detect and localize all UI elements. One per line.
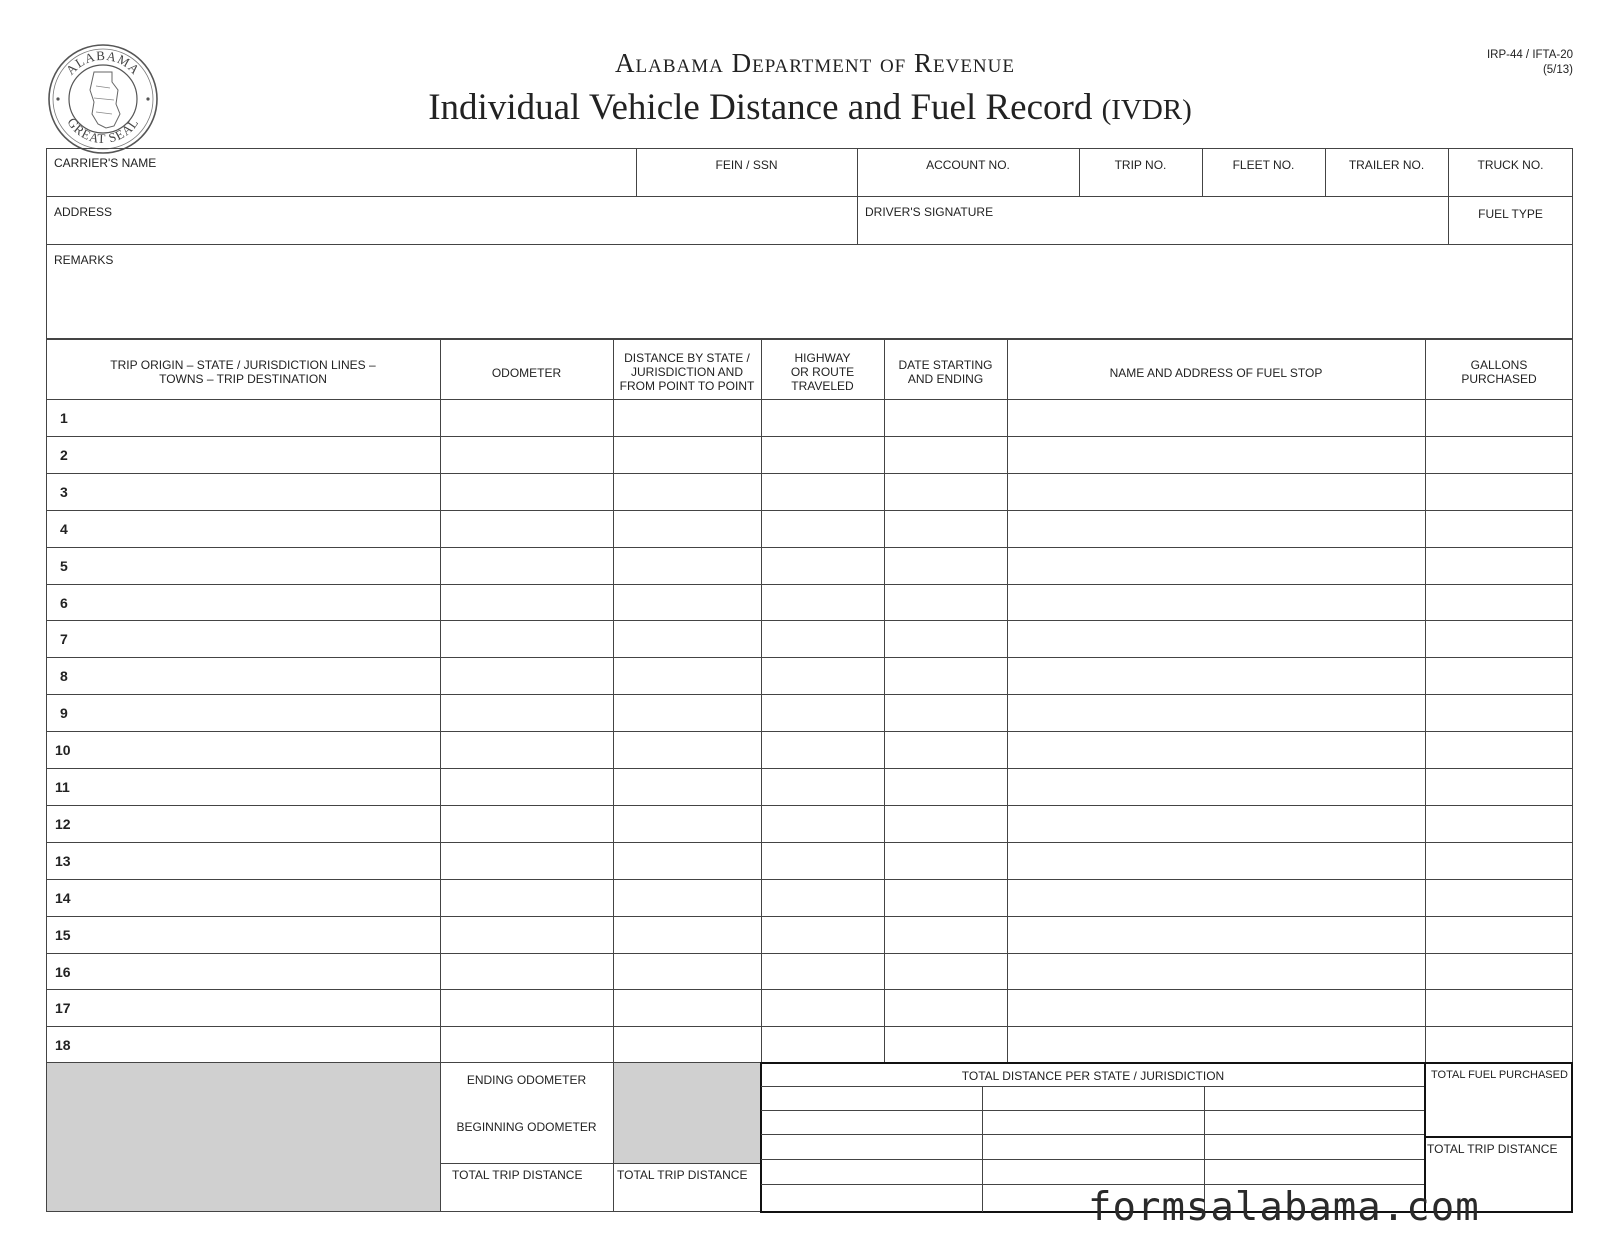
watermark: formsalabama.com — [1088, 1185, 1480, 1230]
fleet-no-label: FLEET NO. — [1232, 158, 1295, 172]
odometer-total-trip-distance-field[interactable] — [442, 1184, 612, 1209]
table-row-divider — [46, 510, 1573, 511]
ending-odometer-field[interactable] — [442, 1090, 612, 1115]
table-row-divider — [46, 953, 1573, 954]
col-distance-line2: JURISDICTION AND — [630, 365, 743, 379]
table-row-divider — [46, 547, 1573, 548]
table-row[interactable] — [48, 512, 1571, 546]
total-fuel-purchased-label: TOTAL FUEL PURCHASED — [1431, 1069, 1568, 1081]
row-number: 16 — [55, 963, 71, 980]
row-number: 1 — [60, 410, 68, 426]
table-row[interactable] — [48, 549, 1571, 583]
truck-no-label: TRUCK NO. — [1477, 158, 1544, 172]
col-trip-origin — [46, 358, 440, 386]
table-row-divider — [46, 399, 1573, 400]
carriers-name-field[interactable] — [48, 170, 634, 195]
remarks-label: REMARKS — [54, 253, 114, 267]
table-row-divider — [46, 916, 1573, 917]
total-trip-distance-right-label: TOTAL TRIP DISTANCE — [1427, 1142, 1558, 1156]
fein-ssn-field[interactable] — [638, 172, 856, 195]
table-row[interactable] — [48, 438, 1571, 472]
trip-no-label: TRIP NO. — [1114, 158, 1167, 172]
row-number: 13 — [55, 852, 71, 869]
seal-text-bottom: GREAT SEAL — [64, 114, 142, 147]
drivers-signature-field[interactable] — [859, 219, 1447, 243]
fleet-no-field[interactable] — [1204, 172, 1324, 195]
table-row[interactable] — [48, 1028, 1571, 1062]
row-number: 15 — [55, 926, 71, 943]
table-row[interactable] — [48, 991, 1571, 1025]
form-number-code: IRP-44 / IFTA-20 — [1486, 49, 1573, 61]
beginning-odometer-field[interactable] — [442, 1136, 612, 1161]
col-date-line2: AND ENDING — [907, 372, 984, 386]
odometer-total-trip-distance-label: TOTAL TRIP DISTANCE — [452, 1168, 583, 1182]
table-row-divider — [46, 805, 1573, 806]
table-row[interactable] — [48, 844, 1571, 878]
row-number: 11 — [55, 779, 70, 795]
alabama-great-seal-icon — [46, 42, 160, 156]
row-number: 8 — [60, 668, 68, 685]
fuel-type-label: FUEL TYPE — [1478, 207, 1543, 221]
col-date-line1: DATE STARTING — [898, 358, 993, 372]
total-distance-per-state-label: TOTAL DISTANCE PER STATE / JURISDICTION — [961, 1069, 1225, 1083]
table-row-divider — [46, 620, 1573, 621]
col-trip-origin-line2: TOWNS – TRIP DESTINATION — [159, 372, 327, 386]
table-row[interactable] — [48, 955, 1571, 989]
table-row[interactable] — [48, 659, 1571, 693]
table-row[interactable] — [48, 622, 1571, 656]
row-number: 5 — [60, 557, 68, 574]
row-number: 17 — [55, 1000, 71, 1017]
table-row[interactable] — [48, 807, 1571, 841]
table-row-divider — [46, 657, 1573, 658]
col-distance-line1: DISTANCE BY STATE / — [624, 351, 750, 365]
fein-ssn-label: FEIN / SSN — [715, 158, 778, 172]
table-row-divider — [46, 473, 1573, 474]
row-number: 9 — [60, 705, 68, 722]
account-no-label: ACCOUNT NO. — [926, 158, 1010, 172]
address-label: ADDRESS — [54, 205, 113, 219]
table-row-divider — [46, 731, 1573, 732]
form-title-text: Individual Vehicle Distance and Fuel Record — [428, 87, 1093, 128]
col-odometer: ODOMETER — [491, 366, 562, 380]
shaded-area-left — [47, 1063, 440, 1211]
form-title-abbr: (IVDR) — [1101, 94, 1192, 126]
row-number: 3 — [60, 483, 68, 500]
table-row-divider — [46, 989, 1573, 990]
row-number: 2 — [60, 446, 68, 463]
col-highway-line2: OR ROUTE — [790, 365, 855, 379]
address-field[interactable] — [48, 219, 855, 243]
col-date — [884, 358, 1007, 386]
row-number: 7 — [60, 631, 68, 648]
distance-total-trip-distance-label: TOTAL TRIP DISTANCE — [617, 1168, 748, 1182]
trailer-no-field[interactable] — [1327, 172, 1447, 195]
distance-total-trip-distance-field[interactable] — [615, 1184, 760, 1209]
agency-name: Alabama Department of Revenue — [615, 48, 1015, 78]
col-distance-line3: FROM POINT TO POINT — [619, 379, 755, 393]
table-row-divider — [46, 768, 1573, 769]
table-row[interactable] — [48, 475, 1571, 509]
beginning-odometer-label: BEGINNING ODOMETER — [456, 1120, 597, 1134]
col-gallons — [1425, 358, 1573, 386]
total-fuel-purchased-field[interactable] — [1427, 1084, 1571, 1134]
col-highway-line1: HIGHWAY — [794, 351, 851, 365]
table-row[interactable] — [48, 696, 1571, 730]
ending-odometer-label: ENDING ODOMETER — [466, 1073, 587, 1087]
table-row[interactable] — [48, 881, 1571, 915]
shaded-area-middle — [614, 1063, 761, 1163]
col-fuel-stop: NAME AND ADDRESS OF FUEL STOP — [1109, 366, 1323, 380]
drivers-signature-label: DRIVER'S SIGNATURE — [865, 205, 994, 219]
row-number: 4 — [60, 520, 68, 537]
fuel-type-field[interactable] — [1450, 221, 1572, 243]
table-row[interactable] — [48, 733, 1571, 767]
seal-text-top: ALABAMA — [62, 47, 144, 78]
col-trip-origin-line1: TRIP ORIGIN – STATE / JURISDICTION LINES – — [110, 358, 376, 372]
table-row-divider — [46, 879, 1573, 880]
col-highway — [761, 351, 884, 393]
table-row-divider — [46, 694, 1573, 695]
table-row-divider — [46, 842, 1573, 843]
table-row[interactable] — [48, 770, 1571, 804]
col-distance — [613, 351, 761, 393]
table-row-divider — [46, 584, 1573, 585]
row-number: 6 — [60, 594, 68, 611]
row-number: 12 — [55, 815, 71, 832]
carriers-name-label: CARRIER'S NAME — [54, 156, 157, 170]
trip-no-field[interactable] — [1081, 172, 1201, 195]
truck-no-field[interactable] — [1450, 172, 1572, 195]
table-row[interactable] — [48, 401, 1571, 435]
row-number: 14 — [55, 889, 71, 906]
form-number — [1487, 48, 1573, 78]
remarks-field[interactable] — [48, 268, 1571, 338]
form-number-date: (5/13) — [1542, 64, 1573, 76]
col-gallons-line2: PURCHASED — [1461, 372, 1537, 386]
col-gallons-line1: GALLONS — [1470, 358, 1528, 372]
table-row[interactable] — [48, 918, 1571, 952]
table-row[interactable] — [48, 586, 1571, 620]
trailer-no-label: TRAILER NO. — [1348, 158, 1425, 172]
account-no-field[interactable] — [859, 172, 1078, 195]
table-row-divider — [46, 1026, 1573, 1027]
table-row-divider — [46, 436, 1573, 437]
row-number: 18 — [55, 1037, 71, 1054]
row-number: 10 — [55, 742, 71, 759]
col-highway-line3: TRAVELED — [791, 379, 854, 393]
form-title — [390, 86, 1230, 129]
